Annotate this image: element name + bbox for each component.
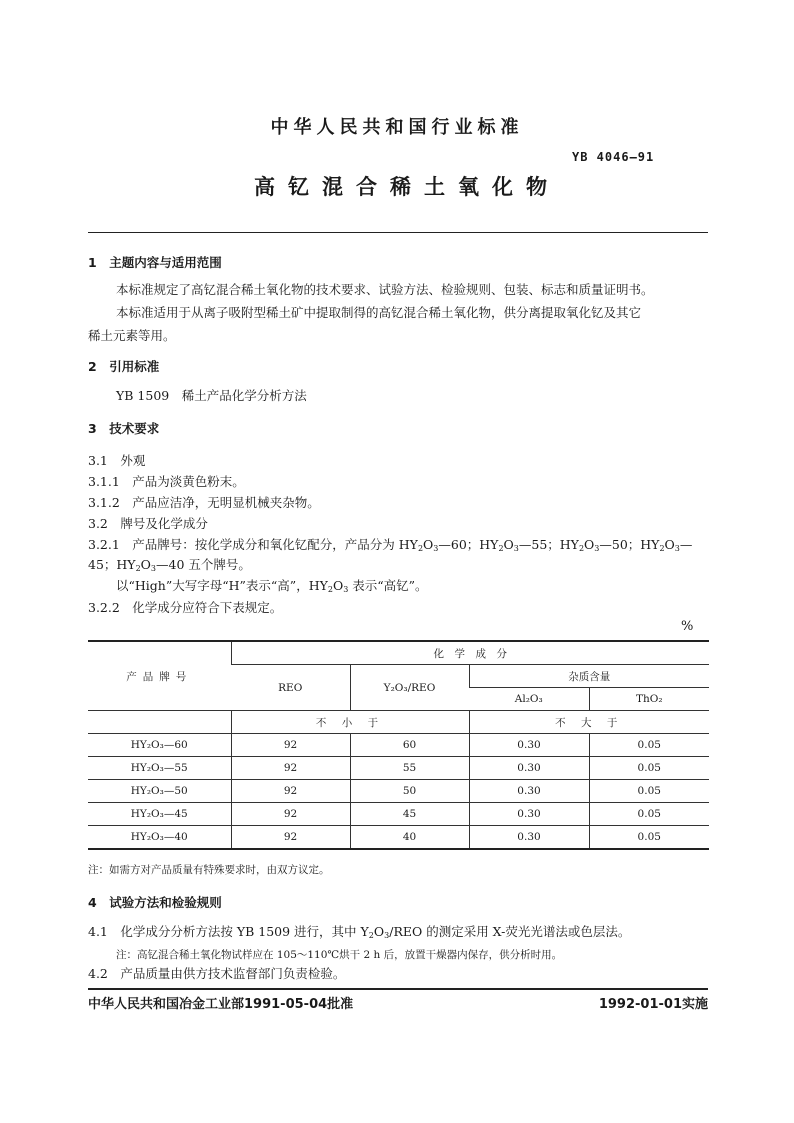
ratio-cell: 60 xyxy=(350,734,469,757)
grade-cell: HY₂O₃—40 xyxy=(88,826,231,850)
reo-cell: 92 xyxy=(231,780,350,803)
clause-3-1-2: 3.1.2 产品应洁净，无明显机械夹杂物。 xyxy=(88,495,320,510)
clause-3-2-1-cont: 45；$HY_2O_3—40$ 五个牌号。 xyxy=(88,557,251,573)
ratio-cell: 40 xyxy=(350,826,469,850)
grade-naming-note: 以“High”大写字母“H”表示“高”，$HY_2O_3$ 表示“高钇”。 xyxy=(116,578,428,594)
grade-cell: HY₂O₃—55 xyxy=(88,757,231,780)
clause-3-2-1: 3.2.1 产品牌号：按化学成分和氧化钇配分，产品分为 $HY_2O_3—60$；$HY_2O_3—55$；$HY_2O_3—50$；$HY_2O_3—$ xyxy=(88,537,693,553)
min-label: 不 小 于 xyxy=(231,711,469,734)
chemical-composition-table xyxy=(88,640,709,850)
reo-cell: 92 xyxy=(231,826,350,850)
al2o3-cell: 0.30 xyxy=(469,734,589,757)
header-divider xyxy=(88,232,708,233)
section-1-para-2-cont: 稀土元素等用。 xyxy=(88,328,176,343)
footer-divider xyxy=(88,988,708,990)
table-row xyxy=(88,826,709,850)
ratio-cell: 50 xyxy=(350,780,469,803)
clause-4-1-note: 注：高钇混合稀土氧化物试样应在 105～110℃烘干 2 h 后，放置干燥器内保存，供分析时用。 xyxy=(116,949,563,961)
approval-line: 中华人民共和国冶金工业部1991-05-04批准 xyxy=(88,997,354,1012)
al2o3-cell: 0.30 xyxy=(469,757,589,780)
section-4-heading: 4 试验方法和检验规则 xyxy=(88,895,222,910)
al2o3-cell: 0.30 xyxy=(469,803,589,826)
col-ratio-header: Y₂O₃/REO xyxy=(350,665,469,711)
grade-cell: HY₂O₃—45 xyxy=(88,803,231,826)
reference-standard: YB 1509 稀土产品化学分析方法 xyxy=(116,388,307,403)
table-note: 注：如需方对产品质量有特殊要求时，由双方议定。 xyxy=(88,864,330,876)
section-1-heading: 1 主题内容与适用范围 xyxy=(88,255,222,270)
clause-4-2: 4.2 产品质量由供方技术监督部门负责检验。 xyxy=(88,966,346,981)
impurity-header: 杂质含量 xyxy=(469,665,709,688)
al2o3-cell: 0.30 xyxy=(469,826,589,850)
clause-3-1-1: 3.1.1 产品为淡黄色粉末。 xyxy=(88,474,245,489)
grade-cell: HY₂O₃—50 xyxy=(88,780,231,803)
ratio-cell: 55 xyxy=(350,757,469,780)
section-1-para-2: 本标准适用于从离子吸附型稀土矿中提取制得的高钇混合稀土氧化物，供分离提取氧化钇及其它 xyxy=(116,305,642,320)
reo-cell: 92 xyxy=(231,734,350,757)
ratio-cell: 45 xyxy=(350,803,469,826)
reo-cell: 92 xyxy=(231,803,350,826)
table-row xyxy=(88,803,709,826)
table-row xyxy=(88,757,709,780)
issuing-organization: 中华人民共和国行业标准 xyxy=(270,117,524,138)
standard-code: YB 4046—91 xyxy=(572,150,655,164)
max-label: 不 大 于 xyxy=(469,711,709,734)
composition-group-header: 化 学 成 分 xyxy=(231,641,709,665)
spacer-cell xyxy=(88,711,231,734)
unit-label: % xyxy=(681,619,694,634)
tho2-cell: 0.05 xyxy=(589,757,709,780)
clause-3-1: 3.1 外观 xyxy=(88,453,146,468)
clause-3-2-2: 3.2.2 化学成分应符合下表规定。 xyxy=(88,600,283,615)
table-row xyxy=(88,780,709,803)
col-al2o3-header: Al₂O₃ xyxy=(469,688,589,711)
section-2-heading: 2 引用标准 xyxy=(88,359,160,374)
document-title: 高钇混合稀土氧化物 xyxy=(254,175,560,199)
al2o3-cell: 0.30 xyxy=(469,780,589,803)
effective-date: 1992-01-01实施 xyxy=(598,997,708,1012)
section-1-para-1: 本标准规定了高钇混合稀土氧化物的技术要求、试验方法、检验规则、包装、标志和质量证明书。 xyxy=(116,282,654,297)
col-grade-header: 产品牌号 xyxy=(88,641,231,711)
tho2-cell: 0.05 xyxy=(589,803,709,826)
clause-3-2: 3.2 牌号及化学成分 xyxy=(88,516,208,531)
table-row xyxy=(88,734,709,757)
reo-cell: 92 xyxy=(231,757,350,780)
grade-cell: HY₂O₃—60 xyxy=(88,734,231,757)
tho2-cell: 0.05 xyxy=(589,826,709,850)
tho2-cell: 0.05 xyxy=(589,734,709,757)
col-reo-header: REO xyxy=(231,665,350,711)
clause-4-1: 4.1 化学成分分析方法按 YB 1509 进行，其中 $Y_2O_3$/REO 的测定采用 X-荧光光谱法或色层法。 xyxy=(88,924,631,940)
col-tho2-header: ThO₂ xyxy=(589,688,709,711)
section-3-heading: 3 技术要求 xyxy=(88,421,160,436)
tho2-cell: 0.05 xyxy=(589,780,709,803)
